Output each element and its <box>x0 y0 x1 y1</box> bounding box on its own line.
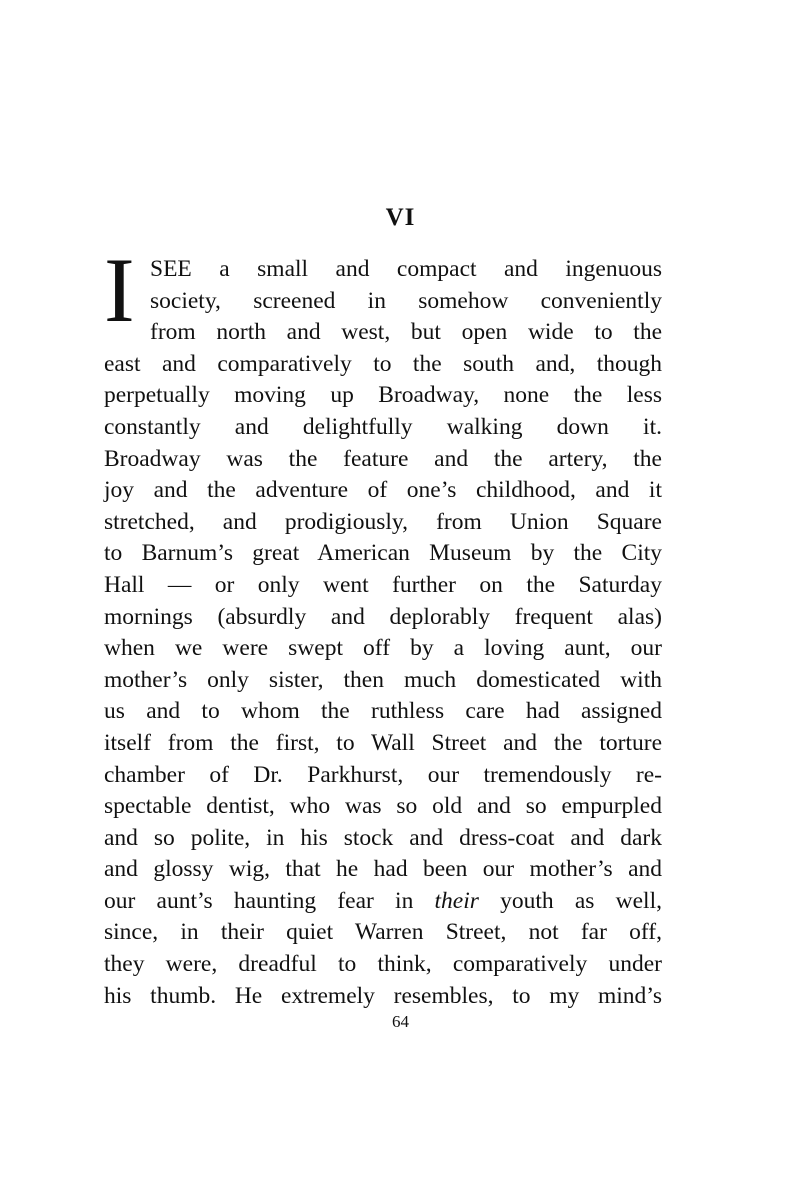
text-line: itself from the first, to Wall Street and the torture <box>104 729 662 756</box>
text-line: since, in their quiet Warren Street, not far off, <box>104 919 662 946</box>
text-line: Hall — or only went further on the Saturday <box>104 571 662 598</box>
text-line: to Barnum’s great American Museum by the City <box>104 540 662 567</box>
text-line: joy and the adventure of one’s childhood, and it <box>104 477 662 504</box>
drop-cap: I <box>104 239 135 341</box>
text-line: society, screened in somehow conveniently <box>150 287 662 314</box>
italic-word: their <box>434 887 479 914</box>
text-segment: youth as well, <box>478 887 662 914</box>
chapter-heading: VI <box>385 204 416 231</box>
text-line: stretched, and prodigiously, from Union Square <box>104 508 662 535</box>
text-line-with-italic <box>104 886 662 918</box>
text-line: us and to whom the ruthless care had assigned <box>104 698 662 725</box>
text-line: spectable dentist, who was so old and so empurpled <box>104 793 662 820</box>
text-line: they were, dreadful to think, comparatively under <box>104 951 662 978</box>
text-line: chamber of Dr. Parkhurst, our tremendously re- <box>104 761 662 788</box>
text-line: Broadway was the feature and the artery, the <box>104 445 662 472</box>
text-line: mother’s only sister, then much domesticated with <box>104 666 662 693</box>
text-line: east and comparatively to the south and, though <box>104 350 662 377</box>
text-segment: our aunt’s haunting fear in <box>104 887 435 914</box>
text-line: constantly and delightfully walking down it. <box>104 413 662 440</box>
chapter-body-text <box>104 254 662 1012</box>
text-line: and glossy wig, that he had been our mother’s and <box>104 856 662 883</box>
text-line: his thumb. He extremely resembles, to my mind’s <box>104 982 662 1009</box>
text-line: mornings (absurdly and deplorably frequent alas) <box>104 603 662 630</box>
text-line: from north and west, but open wide to the <box>150 319 662 346</box>
text-line: SEE a small and compact and ingenuous <box>150 256 662 282</box>
text-line: and so polite, in his stock and dress-coat and dark <box>104 824 662 851</box>
text-line: when we were swept off by a loving aunt, our <box>104 635 662 662</box>
page-number: 64 <box>392 1012 409 1031</box>
text-line: perpetually moving up Broadway, none the less <box>104 382 662 409</box>
